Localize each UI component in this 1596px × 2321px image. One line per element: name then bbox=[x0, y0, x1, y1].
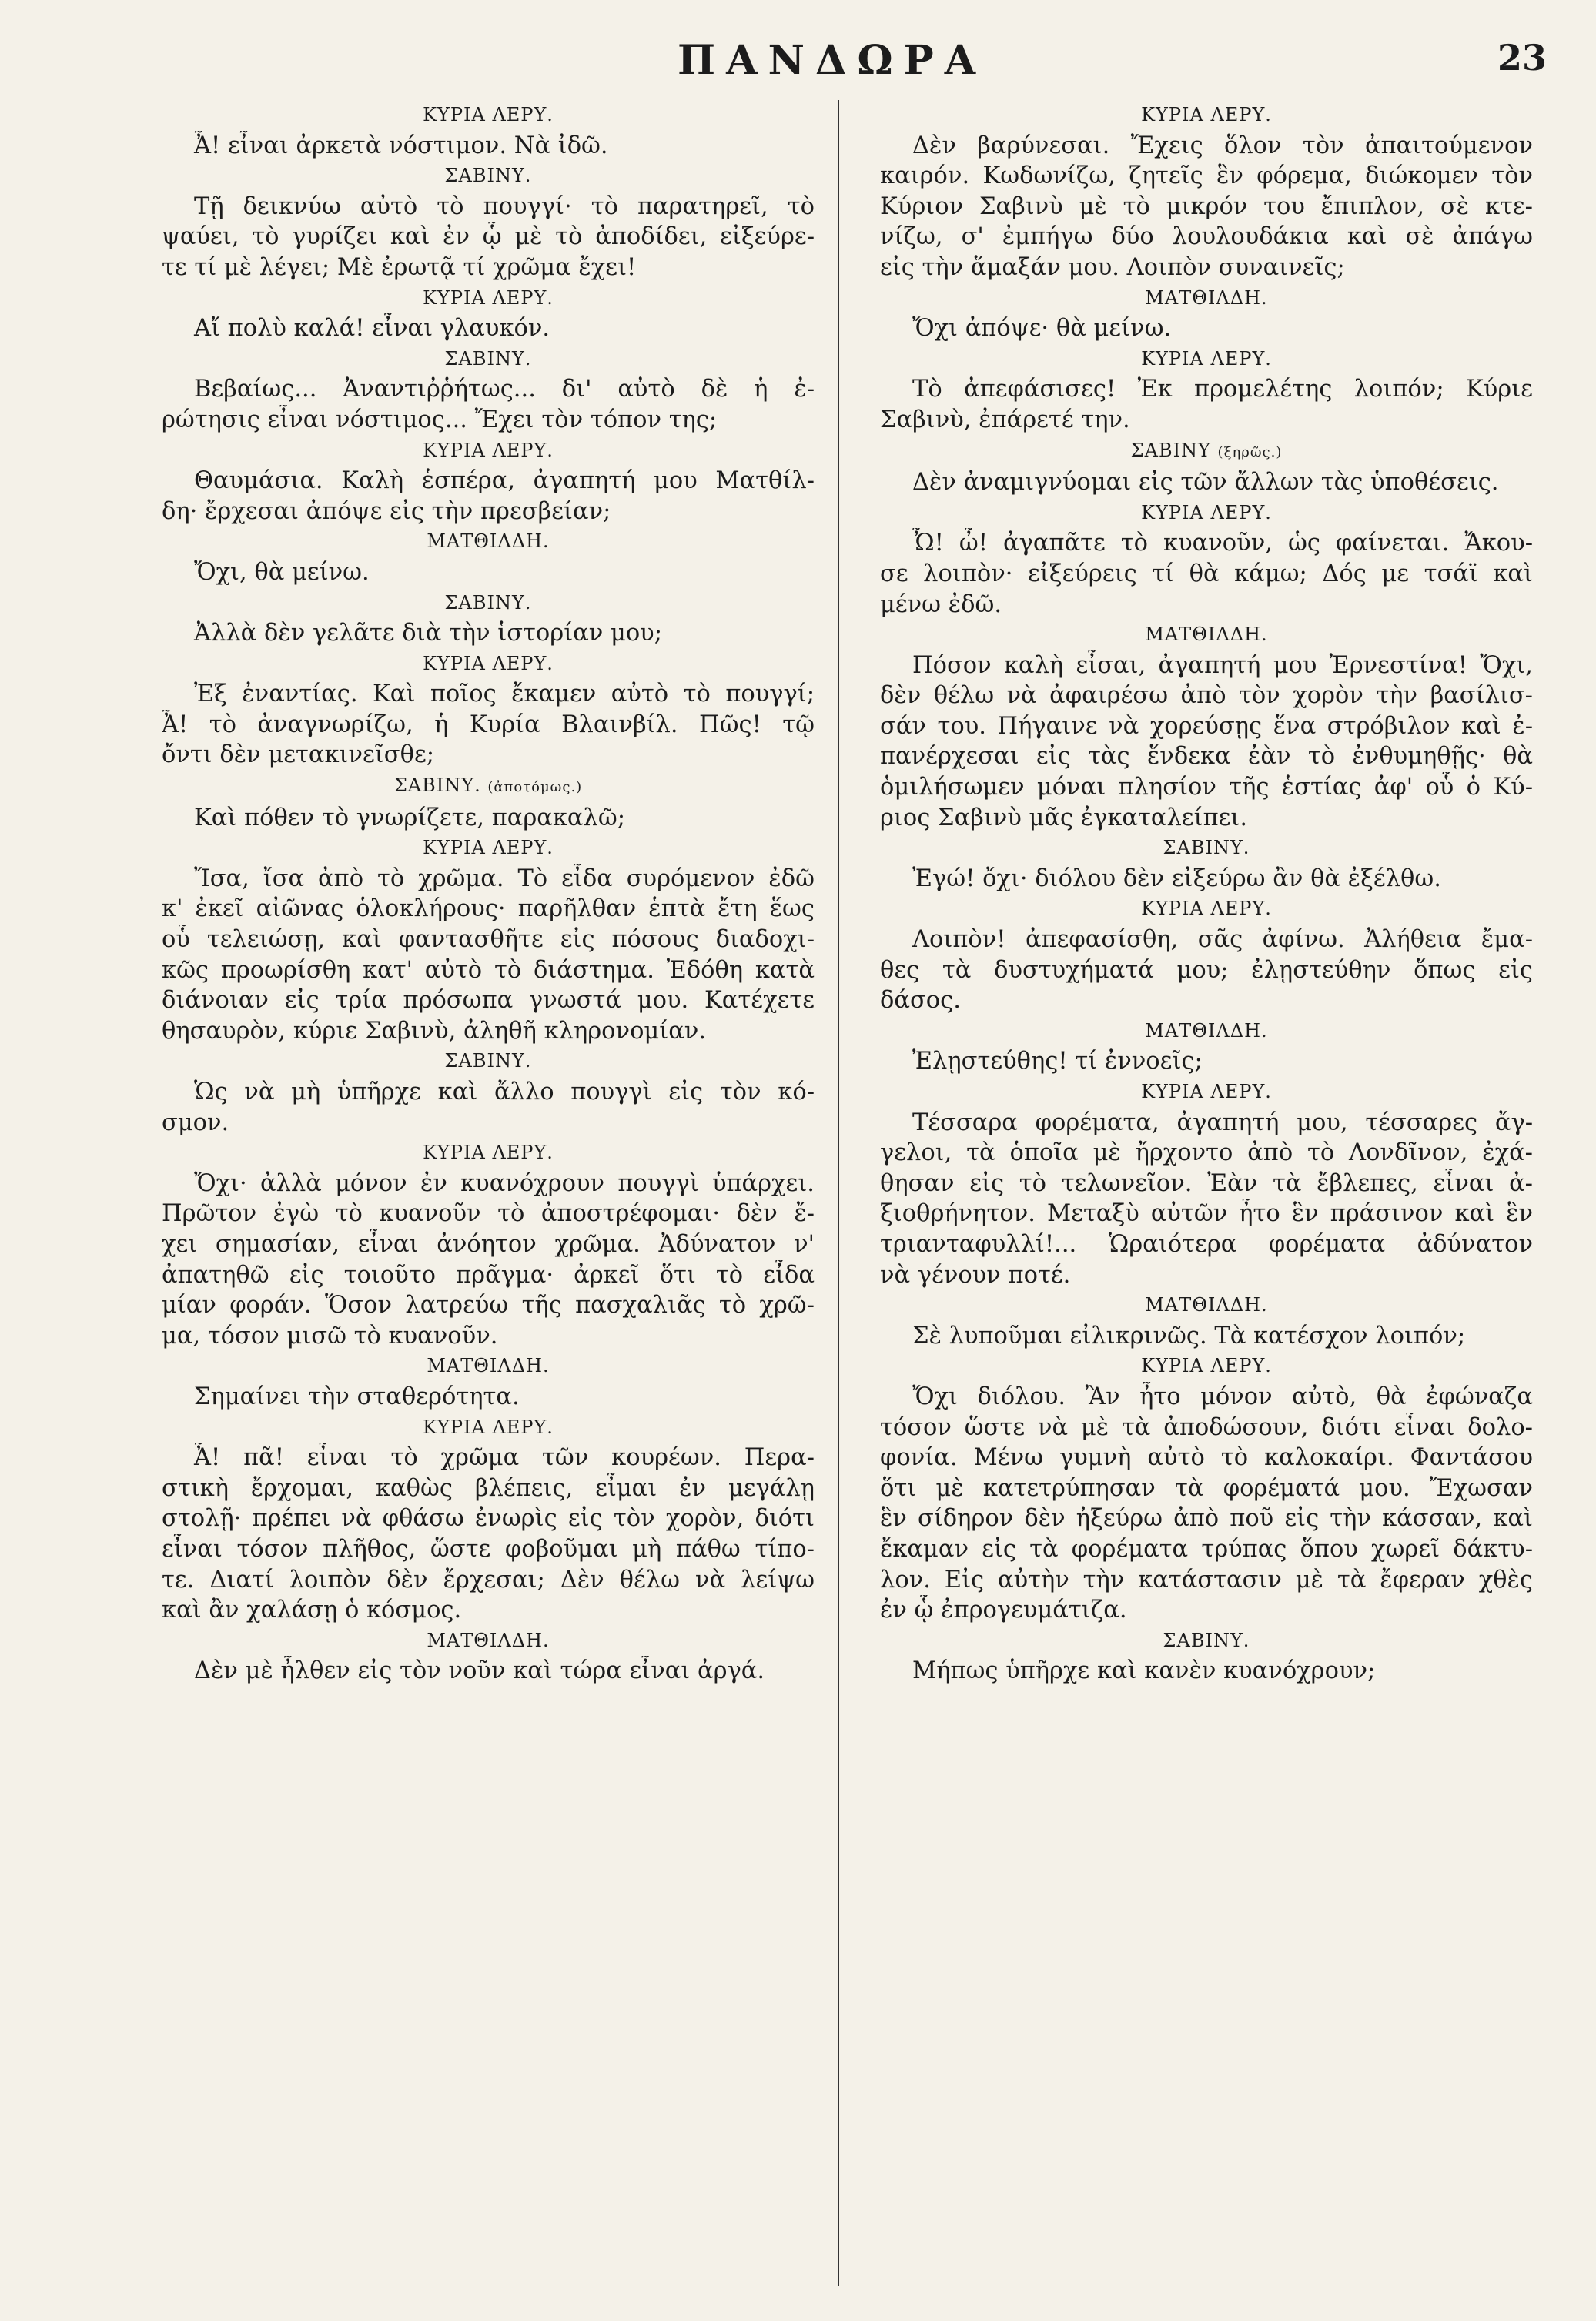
speaker-label: ΣΑΒΙΝΥ. bbox=[393, 774, 481, 797]
speaker-label: ΜΑΤΘΙΛΔΗ. bbox=[1145, 1019, 1268, 1042]
text-line: τόσον ὥστε νὰ μὲ τὰ ἀποδώσουν, διότι εἶναι δολο- bbox=[880, 1413, 1533, 1441]
stage-direction: (ἀποτόμως.) bbox=[487, 779, 583, 796]
text-line: ρώτησις εἶναι νόστιμος... Ἔχει τὸν τόπον της; bbox=[162, 406, 718, 433]
text-line: θες τὰ δυστυχήματά μου; ἐλῃστεύθην ὅπως εἰς bbox=[880, 956, 1533, 984]
speaker-name bbox=[880, 894, 1533, 925]
text-line: Ἆ! εἶναι ἀρκετὰ νόστιμον. Νὰ ἰδῶ. bbox=[194, 132, 608, 159]
dialogue-paragraph bbox=[162, 1656, 815, 1687]
page-header bbox=[0, 37, 1596, 91]
speaker-name bbox=[880, 1290, 1533, 1321]
speaker-label: ΣΑΒΙΝΥ. bbox=[444, 1050, 532, 1072]
text-line: διάνοιαν εἰς τρία πρόσωπα γνωστά μου. Κατέχετε bbox=[162, 987, 815, 1015]
dialogue-paragraph bbox=[880, 528, 1533, 620]
text-line: στικὴ ἔρχομαι, καθὼς βλέπεις, εἶμαι ἐν μεγάλῃ bbox=[162, 1474, 815, 1502]
text-line: λον. Εἰς αὐτὴν τὴν κατάστασιν μὲ τὰ ἔφεραν χθὲς bbox=[880, 1566, 1533, 1594]
speaker-name bbox=[162, 1626, 815, 1657]
speaker-label: ΚΥΡΙΑ ΛΕΡΥ. bbox=[1141, 347, 1272, 370]
dialogue-paragraph bbox=[162, 1077, 815, 1138]
speaker-label: ΜΑΤΘΙΛΔΗ. bbox=[427, 530, 550, 553]
speaker-label: ΚΥΡΙΑ ΛΕΡΥ. bbox=[423, 439, 554, 461]
text-line: Ἆ! πᾶ! εἶναι τὸ χρῶμα τῶν κουρέων. Περα- bbox=[194, 1444, 815, 1472]
speaker-label: ΚΥΡΙΑ ΛΕΡΥ. bbox=[423, 1142, 554, 1164]
text-line: δάσος. bbox=[880, 987, 961, 1015]
dialogue-paragraph bbox=[880, 1656, 1533, 1687]
speaker-label: ΣΑΒΙΝΥ. bbox=[444, 591, 532, 614]
text-line: Θαυμάσια. Καλὴ ἑσπέρα, ἀγαπητή μου Ματθίλ- bbox=[194, 467, 815, 495]
text-line: δὲν θέλω νὰ ἀφαιρέσω ἀπὸ τὸν χορὸν τὴν βασίλισ- bbox=[880, 682, 1533, 710]
text-line: Ἐγώ! ὄχι· διόλου δὲν εἰξεύρω ἂν θὰ ἐξέλθω. bbox=[912, 865, 1441, 892]
speaker-label: ΣΑΒΙΝΥ. bbox=[1163, 1629, 1250, 1651]
text-line: στολῇ· πρέπει νὰ φθάσω ἐνωρὶς εἰς τὸν χορὸν, διότι bbox=[162, 1505, 815, 1533]
text-line: γελοι, τὰ ὁποῖα μὲ ἤρχοντο ἀπὸ τὸ Λονδῖνον, ἐχά- bbox=[880, 1139, 1533, 1167]
text-line: Ἀλλὰ δὲν γελᾶτε διὰ τὴν ἱστορίαν μου; bbox=[194, 620, 663, 647]
text-line: Ὄχι· ἀλλὰ μόνον ἐν κυανόχρουν πουγγὶ ὑπάρχει. bbox=[194, 1169, 815, 1197]
dialogue-paragraph bbox=[162, 1443, 815, 1626]
speaker-label: ΚΥΡΙΑ ΛΕΡΥ. bbox=[1141, 104, 1272, 125]
speaker-name bbox=[162, 588, 815, 619]
speaker-name bbox=[162, 436, 815, 467]
text-line: θησαυρὸν, κύριε Σαβινὺ, ἀληθῆ κληρονομίαν. bbox=[162, 1017, 707, 1045]
text-line: Σὲ λυποῦμαι εἰλικρινῶς. Τὰ κατέσχον λοιπόν; bbox=[912, 1322, 1466, 1349]
speaker-name bbox=[880, 436, 1533, 468]
dialogue-paragraph bbox=[880, 467, 1533, 498]
text-line: δη· ἔρχεσαι ἀπόψε εἰς τὴν πρεσβείαν; bbox=[162, 497, 611, 525]
speaker-label: ΚΥΡΙΑ ΛΕΡΥ. bbox=[1141, 1355, 1272, 1377]
dialogue-paragraph bbox=[880, 864, 1533, 895]
dialogue-paragraph bbox=[162, 1382, 815, 1413]
text-line: Ἐξ ἐναντίας. Καὶ ποῖος ἔκαμεν αὐτὸ τὸ πουγγί; bbox=[194, 681, 815, 708]
dialogue-paragraph bbox=[880, 313, 1533, 344]
text-line: χει σημασίαν, εἶναι ἀνόητον χρῶμα. Ἀδύνατον ν' bbox=[162, 1230, 815, 1258]
page-number: 23 bbox=[1497, 37, 1547, 79]
dialogue-paragraph bbox=[880, 374, 1533, 435]
text-line: τε τί μὲ λέγει; Μὲ ἐρωτᾷ τί χρῶμα ἔχει! bbox=[162, 253, 637, 281]
text-line: Ἴσα, ἴσα ἀπὸ τὸ χρῶμα. Τὸ εἶδα συρόμενον ἐδῶ bbox=[194, 865, 815, 892]
text-line: σμον. bbox=[162, 1109, 229, 1136]
text-line: ξιοθρήνητον. Μεταξὺ αὐτῶν ἦτο ἓν πράσινον καὶ ἓν bbox=[880, 1200, 1533, 1228]
text-line: κ' ἐκεῖ αἰῶνας ὁλοκλήρους· παρῆλθαν ἑπτὰ ἔτη ἕως bbox=[162, 895, 815, 923]
dialogue-paragraph bbox=[880, 1321, 1533, 1352]
left-column bbox=[162, 100, 815, 1687]
speaker-name bbox=[162, 1138, 815, 1169]
dialogue-paragraph bbox=[880, 1108, 1533, 1291]
speaker-label: ΜΑΤΘΙΛΔΗ. bbox=[1145, 624, 1268, 646]
dialogue-paragraph bbox=[880, 1382, 1533, 1626]
text-line: Σημαίνει τὴν σταθερότητα. bbox=[194, 1383, 520, 1410]
text-line: νὰ γένουν ποτέ. bbox=[880, 1261, 1071, 1289]
speaker-name bbox=[880, 1077, 1533, 1108]
speaker-name bbox=[880, 283, 1533, 314]
text-line: Σαβινὺ, ἐπάρετέ την. bbox=[880, 406, 1130, 433]
speaker-name bbox=[880, 498, 1533, 529]
journal-title: ΠΑΝΔΩΡΑ bbox=[678, 37, 987, 84]
dialogue-paragraph bbox=[162, 803, 815, 834]
speaker-label: ΣΑΒΙΝΥ. bbox=[444, 165, 532, 187]
text-line: ἐν ᾧ ἐπρογευμάτιζα. bbox=[880, 1597, 1127, 1624]
dialogue-paragraph bbox=[162, 679, 815, 771]
speaker-label: ΜΑΤΘΙΛΔΗ. bbox=[427, 1629, 550, 1651]
text-line: Τέσσαρα φορέματα, ἀγαπητή μου, τέσσαρες ἄγ- bbox=[912, 1109, 1533, 1136]
speaker-name bbox=[162, 833, 815, 864]
text-line: ἓν σίδηρον δὲν ἠξεύρω ἀπὸ ποῦ εἰς τὴν κάσσαν, καὶ bbox=[880, 1505, 1533, 1533]
dialogue-paragraph bbox=[162, 313, 815, 344]
dialogue-paragraph bbox=[162, 192, 815, 283]
text-line: πανέρχεσαι εἰς τὰς ἕνδεκα ἐὰν τὸ ἐνθυμηθῇς· θὰ bbox=[880, 743, 1533, 771]
speaker-name bbox=[162, 1351, 815, 1382]
text-line: σε λοιπὸν· εἰξεύρεις τί θὰ κάμω; Δός με τσάϊ καὶ bbox=[880, 560, 1533, 587]
text-line: θησαν εἰς τὸ τελωνεῖον. Ἐὰν τὰ ἔβλεπες, εἶναι ἀ- bbox=[880, 1169, 1533, 1197]
text-line: φονία. Μένω γυμνὴ αὐτὸ τὸ καλοκαίρι. Φαντάσου bbox=[880, 1444, 1533, 1472]
stage-direction: (ξηρῶς.) bbox=[1217, 443, 1283, 460]
speaker-label: ΚΥΡΙΑ ΛΕΡΥ. bbox=[423, 1416, 554, 1438]
text-line: ὅτι μὲ κατετρύπησαν τὰ φορέματά μου. Ἔχωσαν bbox=[880, 1474, 1533, 1502]
dialogue-paragraph bbox=[162, 131, 815, 162]
text-line: μένω ἐδῶ. bbox=[880, 590, 1002, 618]
dialogue-paragraph bbox=[162, 374, 815, 435]
text-line: Καὶ πόθεν τὸ γνωρίζετε, παρακαλῶ; bbox=[194, 804, 626, 831]
text-line: Ὡς νὰ μὴ ὑπῆρχε καὶ ἄλλο πουγγὶ εἰς τὸν κό- bbox=[194, 1079, 815, 1105]
text-line: Δὲν βαρύνεσαι. Ἔχεις ὅλον τὸν ἀπαιτούμενον bbox=[912, 132, 1533, 159]
speaker-name bbox=[162, 344, 815, 375]
speaker-label: ΣΑΒΙΝΥ. bbox=[1163, 837, 1250, 859]
text-line: νίζω, σ' ἐμπήγω δύο λουλουδάκια καὶ σὲ ἀπάγω bbox=[880, 223, 1533, 251]
text-line: σάν του. Πήγαινε νὰ χορεύσῃς ἕνα στρόβιλον καὶ ἐ- bbox=[880, 712, 1533, 740]
speaker-name bbox=[162, 527, 815, 557]
speaker-label: ΚΥΡΙΑ ΛΕΡΥ. bbox=[1141, 1081, 1272, 1102]
speaker-name bbox=[162, 100, 815, 131]
speaker-label: ΚΥΡΙΑ ΛΕΡΥ. bbox=[1141, 501, 1272, 523]
speaker-name bbox=[162, 1413, 815, 1443]
text-line: Πόσον καλὴ εἶσαι, ἀγαπητή μου Ἐρνεστίνα! Ὄχι, bbox=[912, 651, 1533, 679]
speaker-name bbox=[162, 649, 815, 680]
text-line: Αἴ πολὺ καλά! εἶναι γλαυκόν. bbox=[194, 315, 550, 343]
text-line: Τὸ ἀπεφάσισες! Ἐκ προμελέτης λοιπόν; Κύριε bbox=[912, 376, 1533, 403]
text-line: Δὲν ἀναμιγνύομαι εἰς τῶν ἄλλων τὰς ὑποθέσεις. bbox=[912, 469, 1499, 497]
speaker-name bbox=[880, 620, 1533, 650]
speaker-label: ΜΑΤΘΙΛΔΗ. bbox=[1145, 1294, 1268, 1316]
speaker-name bbox=[880, 1626, 1533, 1657]
dialogue-paragraph bbox=[162, 557, 815, 588]
text-line: ψαύει, τὸ γυρίζει καὶ ἐν ᾧ μὲ τὸ ἀποδίδει, εἰξεύρε- bbox=[162, 223, 815, 251]
text-line: εἶναι τόσον πλῆθος, ὥστε φοβοῦμαι μὴ πάθω τίπο- bbox=[162, 1535, 815, 1563]
speaker-name bbox=[880, 1351, 1533, 1382]
speaker-label: ΚΥΡΙΑ ΛΕΡΥ. bbox=[423, 837, 554, 859]
text-line: κῶς προωρίσθη κατ' αὐτὸ τὸ διάστημα. Ἐδόθη κατὰ bbox=[162, 956, 815, 984]
text-line: Κύριον Σαβινὺ μὲ τὸ μικρόν του ἔπιπλον, σὲ κτε- bbox=[880, 192, 1533, 220]
text-line: τε. Διατί λοιπὸν δὲν ἔρχεσαι; Δὲν θέλω νὰ λείψω bbox=[162, 1566, 815, 1594]
text-line: Ὄχι, θὰ μείνω. bbox=[194, 558, 370, 586]
speaker-name bbox=[880, 100, 1533, 131]
text-line: Βεβαίως... Ἀναντιῤῥήτως... δι' αὐτὸ δὲ ἡ ἐ- bbox=[194, 376, 815, 403]
speaker-name bbox=[162, 1046, 815, 1077]
dialogue-paragraph bbox=[162, 864, 815, 1047]
text-line: ριος Σαβινὺ μᾶς ἐγκαταλείπει. bbox=[880, 804, 1248, 831]
speaker-label: ΚΥΡΙΑ ΛΕΡΥ. bbox=[423, 652, 554, 674]
speaker-name bbox=[880, 344, 1533, 375]
text-line: Ἐλῃστεύθης! τί ἐννοεῖς; bbox=[912, 1048, 1203, 1075]
text-line: Δὲν μὲ ἦλθεν εἰς τὸν νοῦν καὶ τώρα εἶναι ἀργά. bbox=[194, 1657, 765, 1685]
dialogue-paragraph bbox=[162, 618, 815, 649]
text-line: ὁμιλήσωμεν μόναι πλησίον τῆς ἑστίας ἀφ' οὗ ὁ Κύ- bbox=[880, 774, 1533, 801]
dialogue-paragraph bbox=[880, 1046, 1533, 1077]
text-line: Τῇ δεικνύω αὐτὸ τὸ πουγγί· τὸ παρατηρεῖ, τὸ bbox=[194, 192, 815, 220]
text-line: μα, τόσον μισῶ τὸ κυανοῦν. bbox=[162, 1322, 498, 1349]
text-line: ἔκαμαν εἰς τὰ φορέματα τρύπας ὅπου χωρεῖ δάκτυ- bbox=[880, 1535, 1533, 1563]
text-line: τριανταφυλλί!... Ὡραιότερα φορέματα ἀδύνατον bbox=[880, 1230, 1533, 1258]
text-line: Μήπως ὑπῆρχε καὶ κανὲν κυανόχρουν; bbox=[912, 1657, 1376, 1685]
dialogue-paragraph bbox=[880, 650, 1533, 834]
speaker-label: ΣΑΒΙΝΥ. bbox=[444, 347, 532, 370]
text-line: Ὄχι ἀπόψε· θὰ μείνω. bbox=[912, 315, 1172, 343]
text-line: καιρόν. Κωδωνίζω, ζητεῖς ἓν φόρεμα, διώκομεν τὸν bbox=[880, 162, 1533, 190]
speaker-label: ΚΥΡΙΑ ΛΕΡΥ. bbox=[1141, 898, 1272, 920]
text-line: Πρῶτον ἐγὼ τὸ κυανοῦν τὸ ἀποστρέφομαι· δὲν ἔ- bbox=[162, 1200, 815, 1228]
column-divider bbox=[838, 100, 839, 2286]
speaker-name bbox=[880, 1016, 1533, 1047]
dialogue-paragraph bbox=[162, 1169, 815, 1352]
text-line: ὄντι δὲν μετακινεῖσθε; bbox=[162, 741, 435, 769]
text-line: Ὄχι διόλου. Ἂν ἦτο μόνον αὐτὸ, θὰ ἐφώναζα bbox=[912, 1383, 1533, 1410]
text-line: ἀπατηθῶ εἰς τοιοῦτο πρᾶγμα· ἀρκεῖ ὅτι τὸ εἶδα bbox=[162, 1261, 815, 1289]
text-line: μίαν φοράν. Ὅσον λατρεύω τῆς πασχαλιᾶς τὸ χρῶ- bbox=[162, 1292, 815, 1319]
text-line: οὗ τελειώσῃ, καὶ φαντασθῆτε εἰς πόσους διαδοχι- bbox=[162, 926, 815, 954]
text-line: καὶ ἂν χαλάσῃ ὁ κόσμος. bbox=[162, 1597, 462, 1624]
speaker-name bbox=[162, 283, 815, 314]
speaker-name bbox=[880, 833, 1533, 864]
dialogue-paragraph bbox=[880, 925, 1533, 1016]
text-line: Λοιπὸν! ἀπεφασίσθη, σᾶς ἀφίνω. Ἀλήθεια ἔμα- bbox=[912, 926, 1533, 954]
text-line: εἰς τὴν ἅμαξάν μου. Λοιπὸν συναινεῖς; bbox=[880, 253, 1345, 281]
speaker-label: ΚΥΡΙΑ ΛΕΡΥ. bbox=[423, 286, 554, 309]
speaker-label: ΜΑΤΘΙΛΔΗ. bbox=[1145, 286, 1268, 309]
speaker-label: ΜΑΤΘΙΛΔΗ. bbox=[427, 1355, 550, 1377]
right-column bbox=[880, 100, 1533, 1687]
dialogue-paragraph bbox=[162, 466, 815, 527]
text-line: Ἆ! τὸ ἀναγνωρίζω, ἡ Κυρία Βλαινβίλ. Πῶς! τῷ bbox=[162, 711, 815, 738]
dialogue-paragraph bbox=[880, 131, 1533, 283]
speaker-name bbox=[162, 771, 815, 803]
speaker-name bbox=[162, 161, 815, 192]
speaker-label: ΣΑΒΙΝΥ bbox=[1130, 439, 1211, 461]
speaker-label: ΚΥΡΙΑ ΛΕΡΥ. bbox=[423, 104, 554, 125]
text-line: Ὦ! ὦ! ἀγαπᾶτε τὸ κυανοῦν, ὡς φαίνεται. Ἄκου- bbox=[912, 530, 1533, 557]
